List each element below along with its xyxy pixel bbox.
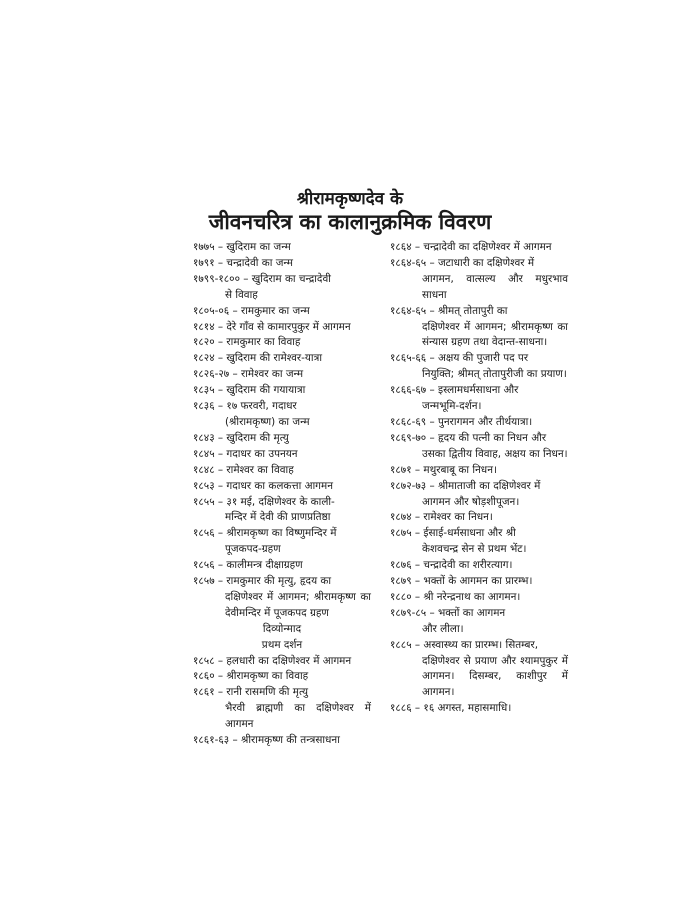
timeline-entry [390,558,568,574]
entry-text: १८६१-६३ – श्रीरामकृष्ण की तन्त्रसाधना [193,734,340,747]
timeline-entry [193,574,371,654]
timeline-entry [390,638,568,702]
entry-text: १८७९ – भक्तों के आगमन का प्रारम्भ। [390,575,533,588]
heading-line1: श्रीरामकृष्णदेव के [296,189,404,209]
timeline-entry [390,383,568,415]
timeline-entry [193,654,371,670]
entry-text: १७९१ – चन्द्रादेवी का जन्म [193,256,293,269]
entry-text: १८७५ – ईसाई-धर्मसाधना और श्री [390,527,516,540]
timeline-entry [390,479,568,511]
entry-centered-line: प्रथम दर्शन [261,638,303,651]
entry-continuation: नियुक्ति; श्रीमत् तोतापुरीजी का प्रयाण। [422,368,567,381]
entry-text: १७९९-१८०० – खुदिराम का चन्द्रादेवी [193,272,331,285]
timeline-entry [390,526,568,558]
timeline-entry [193,431,371,447]
timeline-entry [193,240,371,256]
timeline-entry [390,590,568,606]
timeline-entry [193,399,371,431]
entry-text: १८६६-६७ – इस्लामधर्मसाधना और [390,384,519,397]
entry-text: १८३५ – खुदिराम की गयायात्रा [193,384,306,397]
entry-text: १८५६ – कालीमन्त्र दीक्षाग्रहण [193,559,303,572]
entry-continuation: भैरवी ब्राह्मणी का दक्षिणेश्वर में आगमन [225,702,371,731]
entry-text: १८२४ – खुदिराम की रामेश्वर-यात्रा [193,352,323,365]
entry-text: १८३६ – १७ फरवरी, गदाधर [193,400,297,413]
entry-text: १८६५-६६ – अक्षय की पुजारी पद पर [390,352,529,365]
timeline-entry [193,495,371,527]
timeline-entry [390,256,568,304]
timeline-entry [390,240,568,256]
entry-text: १८६८-६९ – पुनरागमन और तीर्थयात्रा। [390,415,533,428]
timeline-entry [193,367,371,383]
timeline-entry [193,351,371,367]
entry-text: १८६४ – चन्द्रादेवी का दक्षिणेश्वर में आगमन [390,241,552,253]
entry-text: १८७९-८५ – भक्तों का आगमन [390,606,506,619]
entry-text: १८६९-७० – हृदय की पत्नी का निधन और [390,431,547,444]
timeline-entry [390,415,568,431]
entry-text: १८६१ – रानी रासमणि की मृत्यु [193,686,309,699]
entry-continuation: पूजकपद-ग्रहण [225,543,281,556]
entry-text: १८६० – श्रीरामकृष्ण का विवाह [193,670,309,683]
entry-text: १८६४-६५ – श्रीमत् तोतापुरी का [390,304,508,317]
timeline-entry [390,606,568,638]
entry-text: १८८६ – १६ अगस्त, महासमाधि। [390,702,512,715]
timeline-entry [193,256,371,272]
timeline-entry [193,558,371,574]
timeline-entry [193,447,371,463]
entry-text: १८७४ – रामेश्वर का निधन। [390,511,493,524]
timeline-entry [193,304,371,320]
entry-text: १८५७ – रामकुमार की मृत्यु, हृदय का [193,575,332,588]
entry-continuation: दक्षिणेश्वर से प्रयाण और श्यामपुकुर में आगमन। दिसम्बर, काशीपुर में आगमन। [422,654,568,699]
entry-text: १८२६-२७ – रामेश्वर का जन्म [193,368,304,381]
entry-text: १८५५ – ३१ मई, दक्षिणेश्वर के काली- [193,495,335,508]
timeline-entry [390,463,568,479]
timeline-entry [390,701,568,717]
entry-continuation: आगमन और षोड़शीपूजन। [422,495,520,508]
timeline-entry [193,479,371,495]
entry-text: १८०५-०६ – रामकुमार का जन्म [193,304,310,317]
timeline-entry [390,431,568,463]
entry-continuation: से विवाह [225,288,258,301]
timeline-entry [390,574,568,590]
entry-continuation: और लीला। [422,622,464,635]
entry-continuation: आगमन, वात्सल्य और मधुरभाव साधना [422,272,568,301]
entry-text: १८७२-७३ – श्रीमाताजी का दक्षिणेश्वर में [390,479,541,492]
entry-continuation: उसका द्वितीय विवाह, अक्षय का निधन। [422,447,568,460]
entry-text: १८७१ – मथुरबाबू का निधन। [390,463,497,476]
entry-continuation: दक्षिणेश्वर में आगमन; श्रीरामकृष्ण का संन्यास ग्रहण तथा वेदान्त-साधना। [422,320,568,349]
timeline-entry [193,463,371,479]
timeline-entry [193,685,371,733]
entry-continuation: मन्दिर में देवी की प्राणप्रतिष्ठा [225,511,331,524]
heading-line2: जीवनचरित्र का कालानुक्रमिक विवरण [208,210,492,234]
timeline-entry [193,320,371,336]
entry-text: १८४३ – खुदिराम की मृत्यु [193,431,289,444]
entry-text: १८२० – रामकुमार का विवाह [193,336,301,349]
entry-text: १८५३ – गदाधर का कलकत्ता आगमन [193,479,334,492]
timeline-entry [390,351,568,383]
timeline-entry [193,526,371,558]
timeline-entry [193,335,371,351]
timeline-entry [193,272,371,304]
left-column [193,240,371,749]
entry-text: १७७५ – खुदिराम का जन्म [193,241,291,253]
timeline-entry [390,510,568,526]
timeline-entry [193,383,371,399]
entry-text: १८५८ – हलधारी का दक्षिणेश्वर में आगमन [193,654,352,667]
entry-text: १८४८ – रामेश्वर का विवाह [193,463,294,476]
entry-continuation: दक्षिणेश्वर में आगमन; श्रीरामकृष्ण का देवीमन्दिर में पूजकपद ग्रहण [225,590,371,619]
entry-text: १८८५ – अस्वास्थ्य का प्रारम्भ। सितम्बर, [390,638,539,651]
entry-text: १८५६ – श्रीरामकृष्ण का विष्णुमन्दिर में [193,527,337,540]
entry-continuation: (श्रीरामकृष्ण) का जन्म [225,415,310,428]
entry-centered-line: दिव्योन्माद [262,622,302,635]
entry-text: १८८० – श्री नरेन्द्रनाथ का आगमन। [390,590,521,603]
right-column [390,240,568,717]
entry-text: १८४५ – गदाधर का उपनयन [193,447,298,460]
entry-text: १८१४ – देरे गाँव से कामारपुकुर में आगमन [193,320,351,333]
entry-continuation: जन्मभूमि-दर्शन। [422,400,482,413]
entry-text: १८६४-६५ – जटाधारी का दक्षिणेश्वर में [390,256,535,269]
entry-text: १८७६ – चन्द्रादेवी का शरीरत्याग। [390,559,513,572]
timeline-entry [193,733,371,749]
timeline-entry [390,304,568,352]
timeline-entry [193,669,371,685]
entry-continuation: केशवचन्द्र सेन से प्रथम भेंट। [422,543,527,556]
